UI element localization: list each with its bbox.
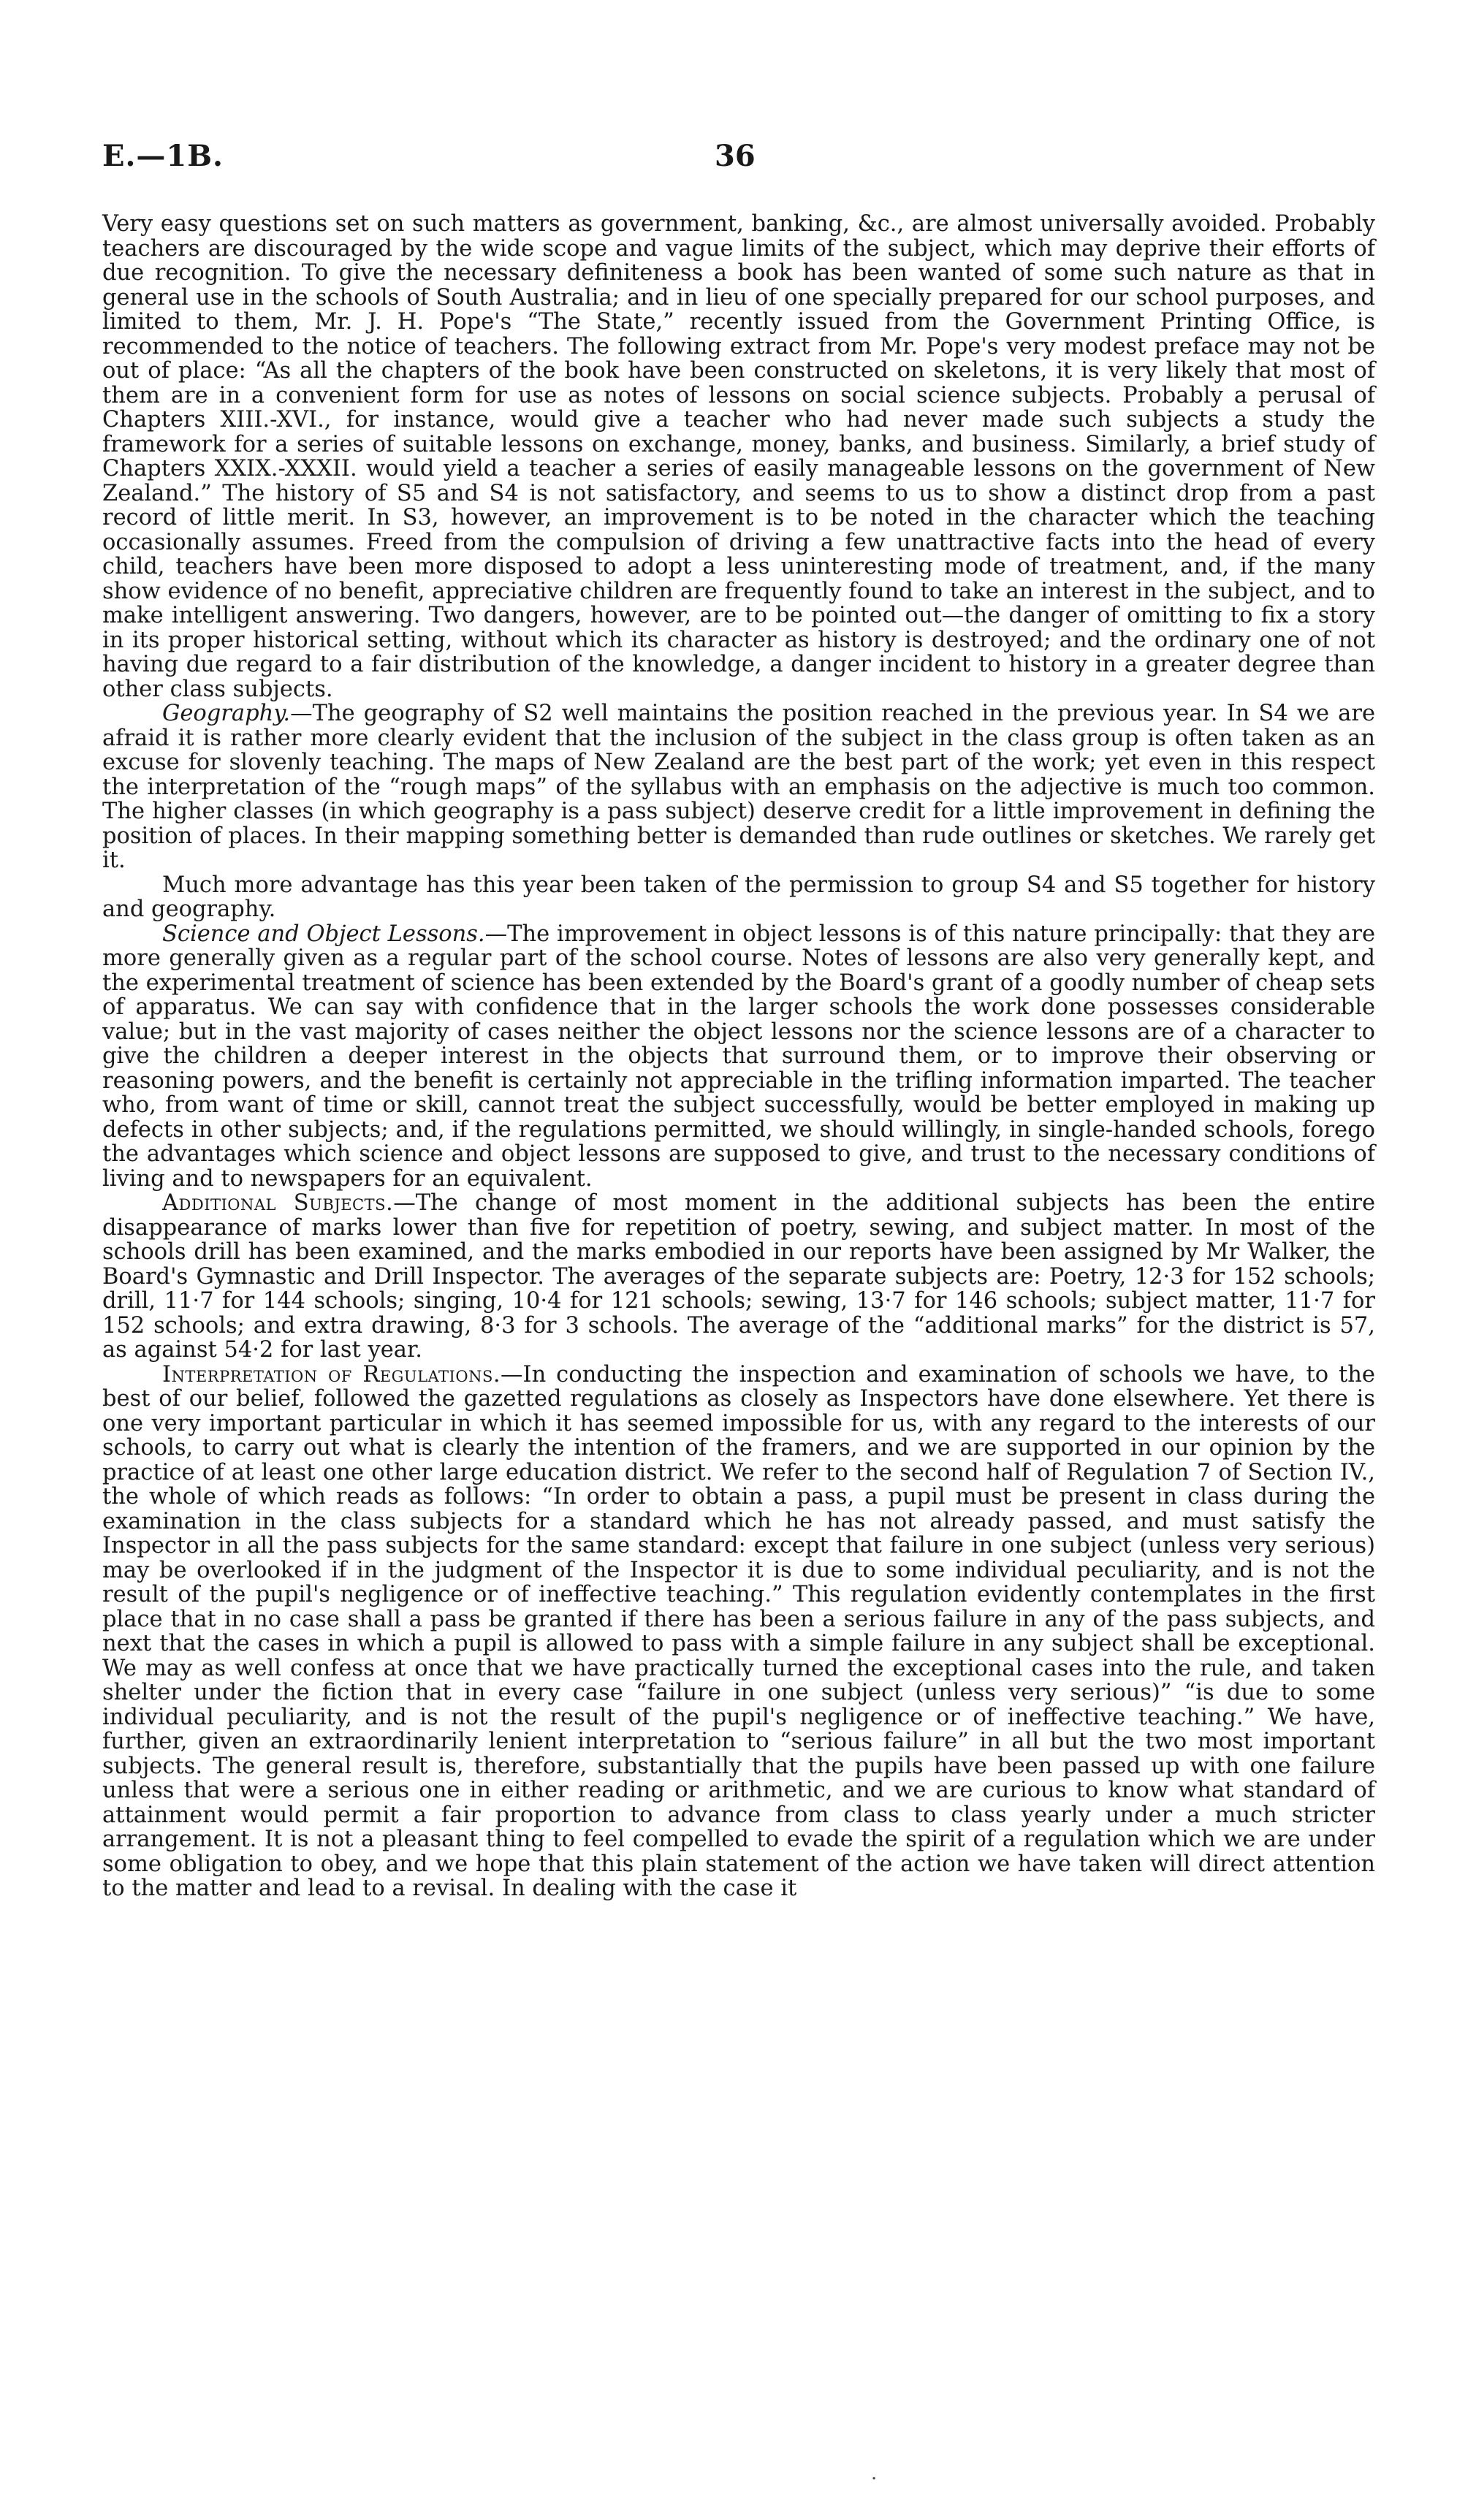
page-number: 36	[715, 139, 756, 173]
section-heading-regulations: Interpretation of Regulations.	[162, 1361, 501, 1387]
section-heading-science: Science and Object Lessons.	[162, 921, 485, 947]
paragraph-text: —The geography of S2 well maintains the position reached in the previous year. In S4 we are afraid it is rather more clearly evident that the inclusion of the subject in the class group is often taken as an excuse for slovenly teaching. The maps of New Zealand are the best part of the work; yet even in this respect the interpretation of the “rough maps” of the syllabus with an emphasis on the adjective is much too common. The higher classes (in which geography is a pass subject) deserve credit for a little improvement in defining the position of places. In their mapping something better is demanded than rude outlines or sketches. We rarely get it.	[102, 701, 1375, 873]
paragraph-regulations	[102, 1363, 1375, 1901]
paragraph-additional-subjects	[102, 1191, 1375, 1363]
paragraph-text: —The improvement in object lessons is of this nature principally: that they are more generally given as a regular part of the school course. Notes of lessons are also very generally kept, and the experimental treatment of science has been extended by the Board's grant of a goodly number of cheap sets of apparatus. We can say with confidence that in the larger schools the work done possesses considerable value; but in the vast majority of cases neither the object lessons nor the science lessons are of a character to give the children a deeper interest in the objects that surround them, or to improve their observing or reasoning powers, and the benefit is certainly not appreciable in the trifling information imparted. The teacher who, from want of time or skill, cannot treat the subject successfully, would be better employed in making up defects in other subjects; and, if the regulations permitted, we should willingly, in single-handed schools, forego the advantages which science and object lessons are supposed to give, and trust to the necessary conditions of living and to newspapers for an equivalent.	[102, 921, 1375, 1192]
paragraph-text: —In conducting the inspection and examination of schools we have, to the best of our belief, followed the gazetted regulations as closely as Inspectors have done elsewhere. Yet there is one very important particular in which it has seemed impossible for us, with any regard to the interests of our schools, to carry out what is clearly the intention of the framers, and we are supported in our opinion by the practice of at least one other large education district. We refer to the second half of Regulation 7 of Section IV., the whole of which reads as follows: “In order to obtain a pass, a pupil must be present in class during the examination in the class subjects for a standard which he has not already passed, and must satisfy the Inspector in all the pass subjects for the same standard: except that failure in one subject (unless very serious) may be overlooked if in the judgment of the Inspector it is due to some individual peculiarity, and is not the result of the pupil's negligence or of ineffective teaching.” This regulation evidently contemplates in the first place that in no case shall a pass be granted if there has been a serious failure in any of the pass subjects, and next that the cases in which a pupil is allowed to pass with a simple failure in any subject shall be exceptional. We may as well confess at once that we have practically turned the exceptional cases into the rule, and taken shelter under the fiction that in every case “failure in one subject (unless very serious)” “is due to some individual peculiarity, and is not the result of the pupil's negligence or of ineffective teaching.” We have, further, given an extraordinarily lenient interpretation to “serious failure” in all but the two most important subjects. The general result is, therefore, substantially that the pupils have been passed up with one failure unless that were a serious one in either reading or arithmetic, and we are curious to know what standard of attainment would permit a fair proportion to advance from class to class yearly under a much stricter arrangement. It is not a pleasant thing to feel compelled to evade the spirit of a regulation which we are under some obligation to obey, and we hope that this plain statement of the action we have taken will direct attention to the matter and lead to a revisal. In dealing with the case it	[102, 1361, 1375, 1901]
document-id: E.—1B.	[102, 139, 224, 173]
paragraph-text: Very easy questions set on such matters as government, banking, &c., are almost universally avoided. Probably teachers are discouraged by the wide scope and vague limits of the subject, which may deprive their efforts of due recognition. To give the necessary definiteness a book has been wanted of some such nature as that in general use in the schools of South Australia; and in lieu of one specially prepared for our school purposes, and limited to them, Mr. J. H. Pope's “The State,” recently issued from the Government Printing Office, is recommended to the notice of teachers. The following extract from Mr. Pope's very modest preface may not be out of place: “As all the chapters of the book have been constructed on skeletons, it is very likely that most of them are in a convenient form for use as notes of lessons on social science subjects. Probably a perusal of Chapters XIII.-XVI., for instance, would give a teacher who had never made such subjects a study the framework for a series of suitable lessons on exchange, money, banks, and business. Similarly, a brief study of Chapters XXIX.-XXXII. would yield a teacher a series of easily manageable lessons on the government of New Zealand.” The history of S5 and S4 is not satisfactory, and seems to us to show a distinct drop from a past record of little merit. In S3, however, an improvement is to be noted in the character which the teaching occasionally assumes. Freed from the compulsion of driving a few unattractive facts into the head of every child, teachers have been more disposed to adopt a less uninteresting mode of treatment, and, if the many show evidence of no benefit, appreciative children are frequently found to take an interest in the subject, and to make intelligent answering. Two dangers, however, are to be pointed out—the danger of omitting to fix a story in its proper historical setting, without which its character as history is destroyed; and the ordinary one of not having due regard to a fair distribution of the knowledge, a danger incident to history in a greater degree than other class subjects.	[102, 211, 1375, 702]
section-heading-geography: Geography.	[162, 701, 291, 726]
paragraph-science	[102, 922, 1375, 1192]
paragraph-history	[102, 212, 1375, 701]
page-header	[102, 139, 1374, 183]
footer-mark: ·	[871, 2468, 878, 2490]
paragraph-text: Much more advantage has this year been taken of the permission to group S4 and S5 together for history and geography.	[102, 872, 1375, 922]
section-heading-additional-subjects: Additional Subjects.	[162, 1190, 394, 1216]
paragraph-text: —The change of most moment in the additional subjects has been the entire disappearance of marks lower than five for repetition of poetry, sewing, and subject matter. In most of the schools drill has been examined, and the marks embodied in our reports have been assigned by Mr Walker, the Board's Gymnastic and Drill Inspector. The averages of the separate subjects are: Poetry, 12·3 for 152 schools; drill, 11·7 for 144 schools; singing, 10·4 for 121 schools; sewing, 13·7 for 146 schools; subject matter, 11·7 for 152 schools; and extra drawing, 8·3 for 3 schools. The average of the “additional marks” for the district is 57, as against 54·2 for last year.	[102, 1190, 1375, 1363]
paragraph-geography	[102, 701, 1375, 873]
paragraph-grouping	[102, 873, 1375, 922]
body-text	[102, 212, 1375, 1901]
